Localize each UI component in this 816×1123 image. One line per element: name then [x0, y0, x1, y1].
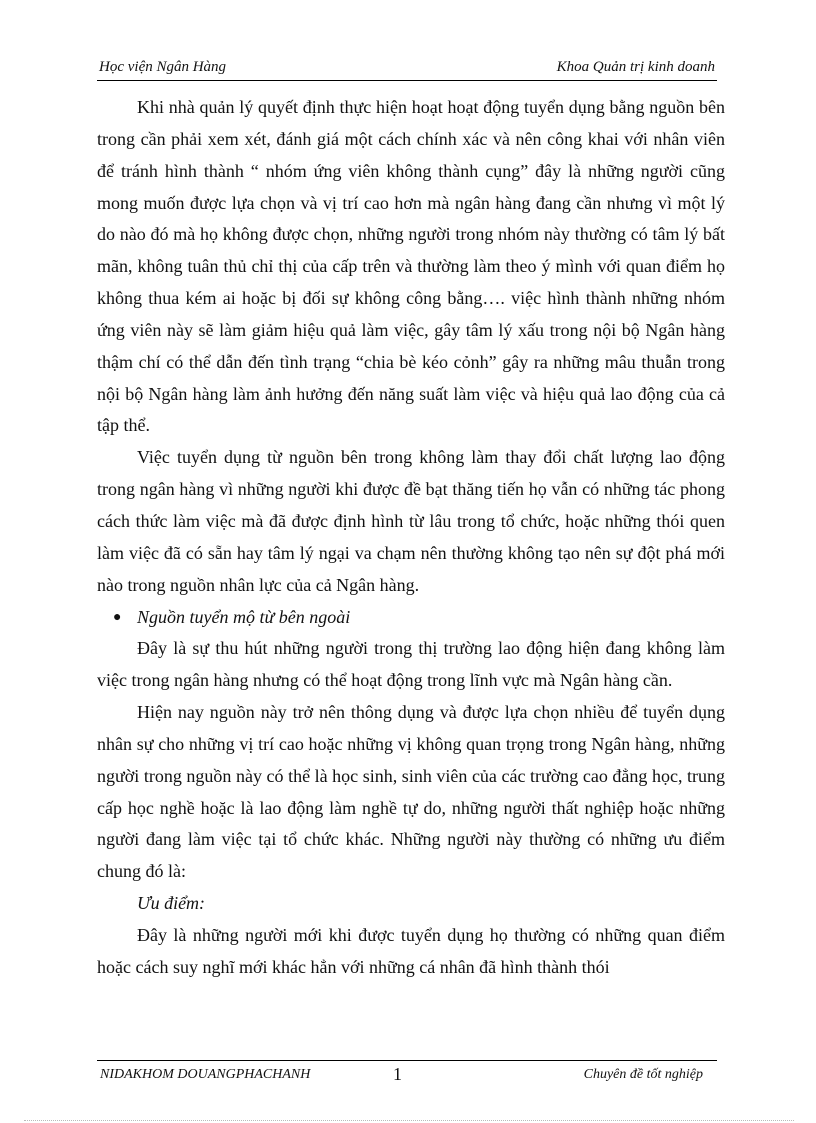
header-institution: Học viện Ngân Hàng [99, 59, 227, 75]
paragraph-3: Đây là sự thu hút những người trong thị trường lao động hiện đang không làm việc trong ngân hàng nhưng có thể hoạt động trong lĩnh vực mà Ngân hàng cần. [97, 638, 725, 691]
page-header [97, 58, 717, 81]
page-footer [97, 1060, 717, 1089]
page-body [97, 92, 725, 984]
header-faculty: Khoa Quản trị kinh doanh [556, 59, 715, 75]
paragraph-2: Việc tuyển dụng từ nguồn bên trong không làm thay đổi chất lượng lao động trong ngân hàng vì những người khi được đề bạt thăng tiến họ vẫn có những tác phong cách thức làm việc mà đã được định hình từ lâu trong tổ chức, hoặc những thói quen làm việc đã có sẵn hay tâm lý ngại va chạm nên thường không tạo nên sự đột phá mới nào trong nguồn nhân lực của cả Ngân hàng. [97, 447, 725, 595]
footer-document-name: Chuyên đề tốt nghiệp [583, 1067, 703, 1082]
paragraph-4: Hiện nay nguồn này trở nên thông dụng và được lựa chọn nhiều để tuyển dụng nhân sự cho những vị trí cao hoặc những vị không quan trọng trong Ngân hàng, những người trong nguồn này có thể là học sinh, sinh viên của các trường cao đẳng học, trung cấp học nghề hoặc là lao động làm nghề tự do, những người thất nghiệp hoặc những người đang làm việc tại tổ chức khác. Những người này thường có những ưu điểm chung đó là: [97, 702, 725, 882]
bullet-item [97, 602, 725, 634]
paragraph-5: Đây là những người mới khi được tuyển dụng họ thường có những quan điểm hoặc cách suy nghĩ mới khác hẳn với những cá nhân đã hình thành thói [97, 924, 725, 977]
footer-author: NIDAKHOM DOUANGPHACHANH [100, 1067, 311, 1082]
bullet-text: Nguồn tuyển mộ từ bên ngoài [137, 606, 351, 627]
page-bottom-divider [24, 1120, 794, 1121]
bullet-dot-icon: ● [113, 609, 122, 625]
page-number: 1 [393, 1064, 402, 1084]
paragraph-1: Khi nhà quản lý quyết định thực hiện hoạt hoạt động tuyển dụng bằng nguồn bên trong cần phải xem xét, đánh giá một cách chính xác và nên công khai với nhân viên để tránh hình thành “ nhóm ứng viên không thành cụng” đây là những người cũng mong muốn được lựa chọn và vị trí cao hơn mà ngân hàng đang cần nhưng vì một lý do nào đó mà họ không được chọn, những người trong nhóm này thường có tâm lý bất mãn, không tuân thủ chỉ thị của cấp trên và thường làm theo ý mình với quan điểm họ không thua kém ai hoặc bị đối sự không công bằng…. việc hình thành những nhóm ứng viên này sẽ làm giảm hiệu quả làm việc, gây tâm lý xấu trong nội bộ Ngân hàng thậm chí có thể dẫn đến tình trạng “chia bè kéo cỏnh” gây ra những mâu thuẫn trong nội bộ Ngân hàng làm ảnh hưởng đến năng suất làm việc và hiệu quả lao động của cả tập thể. [97, 97, 725, 436]
subheading-advantages: Ưu điểm: [137, 893, 206, 914]
